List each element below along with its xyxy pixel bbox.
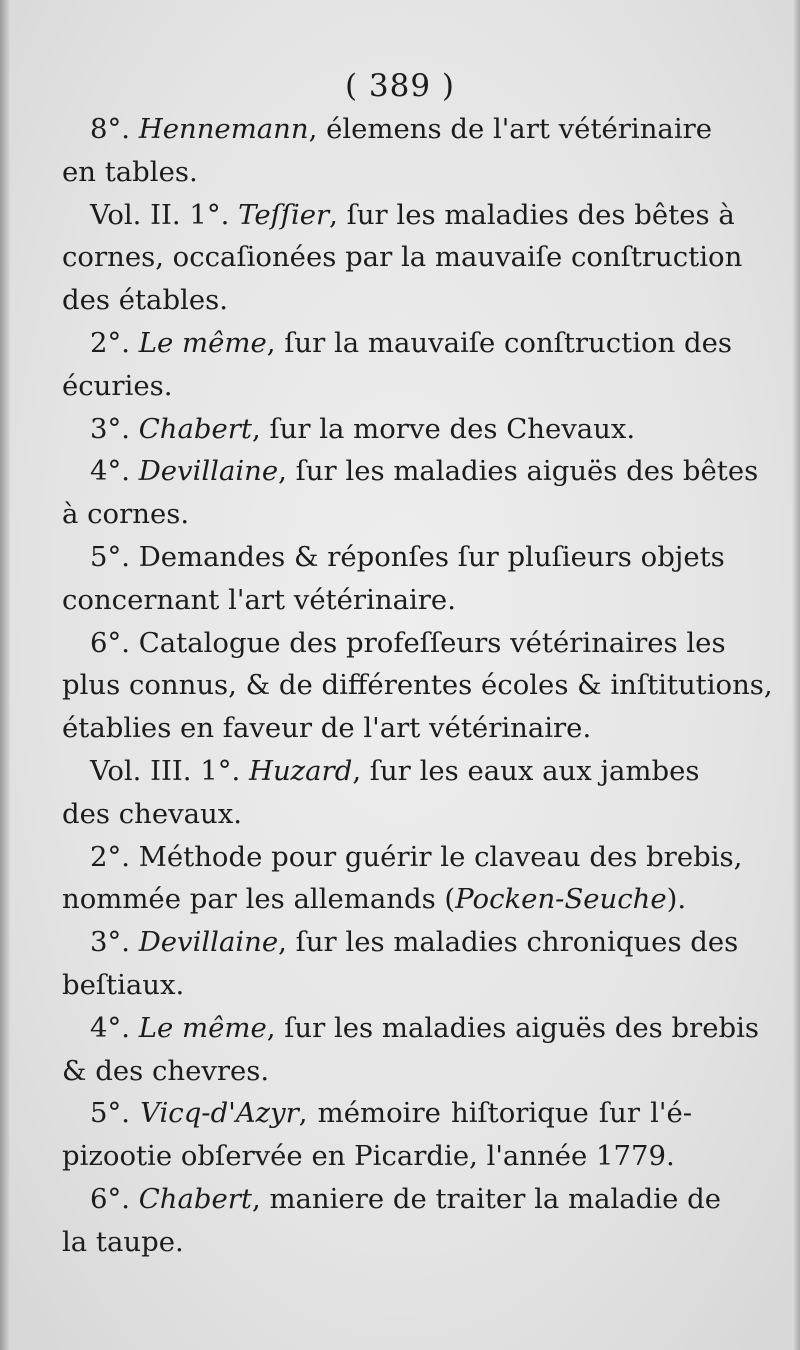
text-line xyxy=(62,921,739,964)
line-text: 2°. Méthode pour guérir le claveau des brebis, xyxy=(90,840,743,873)
text-line xyxy=(62,707,692,750)
text-line xyxy=(62,536,725,579)
text-line xyxy=(62,365,692,408)
line-text: Vol. III. 1°. xyxy=(90,754,249,787)
line-text: 5°. Demandes & réponſes ſur pluſieurs objets xyxy=(90,540,725,573)
page-edge-left xyxy=(0,0,10,1350)
line-text: ). xyxy=(666,883,687,916)
line-text: pizootie obſervée en Picardie, l'année 1779. xyxy=(62,1140,675,1173)
line-text: , ſur la mauvaiſe conſtruction des xyxy=(266,326,733,359)
text-line xyxy=(62,964,692,1007)
line-italic-text: Chabert xyxy=(138,1182,252,1215)
line-text: 3°. xyxy=(90,412,139,445)
line-italic-text: Huzard xyxy=(248,754,353,787)
line-italic-text: Vicq-d'Azyr xyxy=(140,1097,299,1130)
line-text: Vol. II. 1°. xyxy=(90,198,239,231)
line-text: 6°. xyxy=(90,1182,139,1215)
line-text: , ſur les eaux aux jambes xyxy=(352,754,700,787)
line-italic-text: Le même xyxy=(138,326,267,359)
text-line xyxy=(62,836,743,879)
line-italic-text: Devillaine xyxy=(138,926,279,959)
line-text: , ſur les maladies chroniques des xyxy=(278,926,739,959)
text-line xyxy=(62,322,733,365)
text-line xyxy=(62,236,743,279)
text-line xyxy=(62,194,735,237)
text-line xyxy=(62,450,759,493)
line-text: , mémoire hiſtorique ſur l'é- xyxy=(298,1097,693,1130)
text-line xyxy=(62,878,692,921)
line-text: des étables. xyxy=(62,284,228,317)
line-text: des chevaux. xyxy=(62,797,243,830)
line-text: 8°. xyxy=(90,113,139,145)
line-text: établies en faveur de l'art vétérinaire. xyxy=(62,712,592,745)
text-line xyxy=(62,1178,721,1221)
page-edge-right xyxy=(792,0,800,1350)
line-italic-text: Teſſier xyxy=(238,198,330,231)
text-line xyxy=(62,622,726,665)
text-line xyxy=(62,408,692,451)
line-text: 4°. xyxy=(90,1011,139,1044)
line-text: , ſur les maladies aiguës des brebis xyxy=(266,1011,759,1044)
line-text: 5°. xyxy=(90,1097,141,1130)
text-line xyxy=(62,793,692,836)
text-line xyxy=(62,1135,692,1178)
line-italic-text: Hennemann xyxy=(138,113,309,145)
line-text: , ſur les maladies des bêtes à xyxy=(329,198,735,231)
text-line xyxy=(62,108,713,151)
line-text: à cornes. xyxy=(62,498,190,531)
text-line xyxy=(62,664,773,707)
line-text: 6°. Catalogue des profeſſeurs vétérinaires les xyxy=(90,626,726,659)
line-text: en tables. xyxy=(62,155,198,188)
line-italic-text: Chabert xyxy=(138,412,252,445)
line-text: , ſur les maladies aiguës des bêtes xyxy=(278,455,759,488)
line-text: , ſur la morve des Chevaux. xyxy=(251,412,636,445)
line-italic-text: Devillaine xyxy=(138,455,279,488)
text-line xyxy=(62,1007,759,1050)
text-line xyxy=(62,1221,692,1264)
text-line xyxy=(62,750,700,793)
text-line xyxy=(62,1050,692,1093)
text-line xyxy=(62,279,692,322)
text-line xyxy=(62,1092,692,1135)
line-text: 2°. xyxy=(90,326,139,359)
line-italic-text: Pocken-Seuche xyxy=(455,883,667,916)
body-text xyxy=(62,108,773,1264)
line-text: 4°. xyxy=(90,455,139,488)
line-text: , maniere de traiter la maladie de xyxy=(251,1182,721,1215)
text-line xyxy=(62,579,692,622)
line-text: , élemens de l'art vétérinaire xyxy=(308,113,713,145)
line-text: la taupe. xyxy=(62,1225,184,1258)
line-text: concernant l'art vétérinaire. xyxy=(62,583,456,616)
page-number: ( 389 ) xyxy=(344,68,456,104)
line-text: nommée par les allemands ( xyxy=(62,883,456,916)
line-text: cornes, occaſionées par la mauvaiſe conſtruction xyxy=(62,241,743,274)
line-text: plus connus, & de différentes écoles & inſtitutions, xyxy=(62,669,773,702)
line-italic-text: Le même xyxy=(138,1011,267,1044)
line-text: écuries. xyxy=(62,369,173,402)
line-text: 3°. xyxy=(90,926,139,959)
text-line xyxy=(62,493,692,536)
line-text: & des chevres. xyxy=(62,1054,270,1087)
text-line xyxy=(62,151,692,194)
line-text: beſtiaux. xyxy=(62,968,185,1001)
